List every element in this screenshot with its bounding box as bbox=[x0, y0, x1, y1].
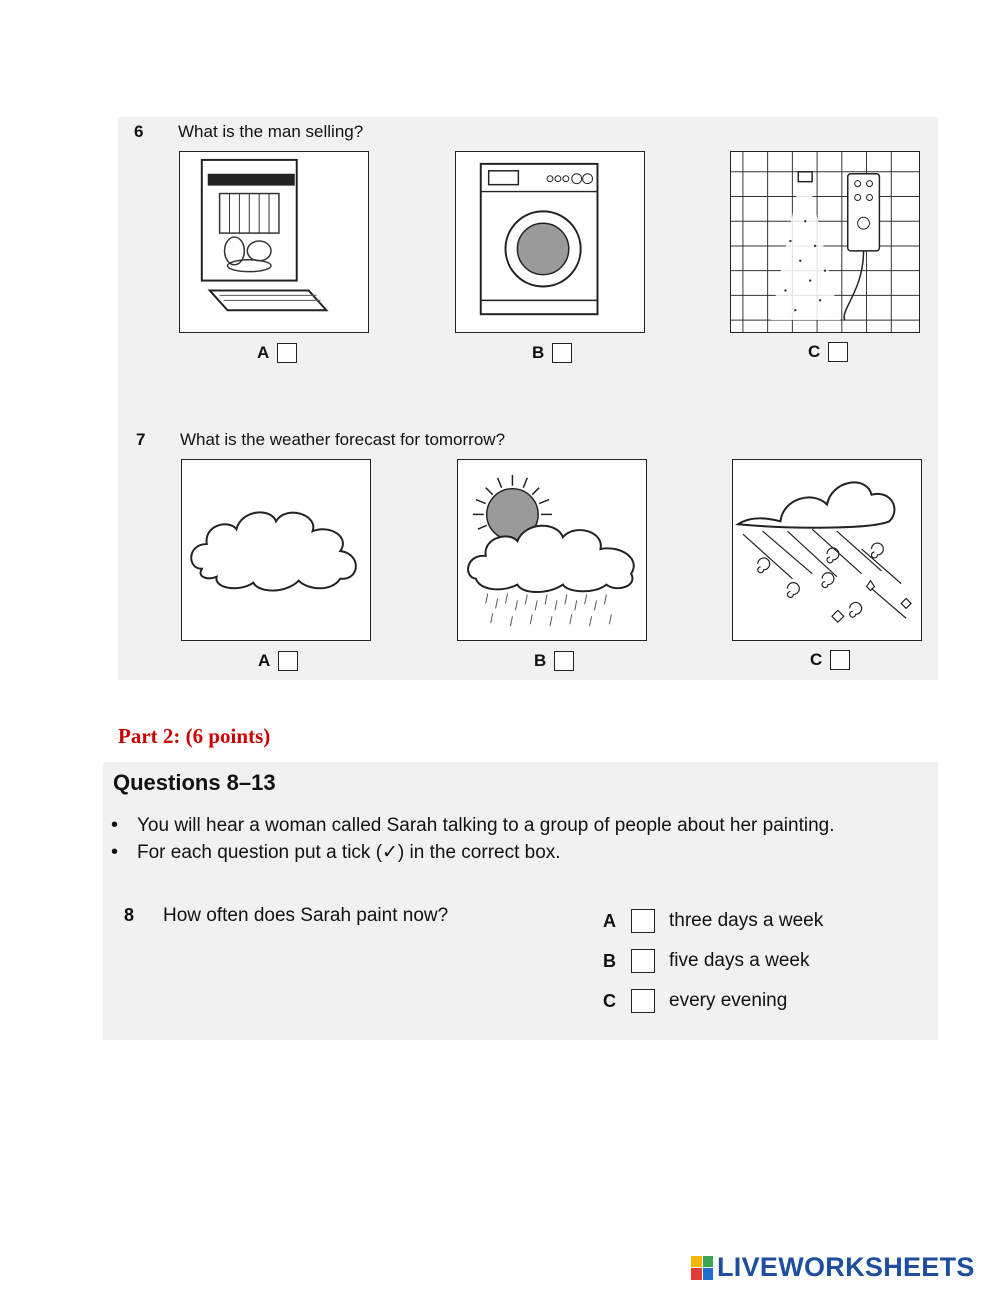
q6-option-a bbox=[257, 343, 297, 363]
q7-option-b bbox=[534, 651, 574, 671]
q8-answer-a-text: three days a week bbox=[669, 910, 824, 931]
question-6-text: What is the man selling? bbox=[178, 122, 364, 141]
wind-storm-image bbox=[732, 459, 922, 641]
q8-answer-b-letter: B bbox=[603, 950, 616, 971]
q7-option-c bbox=[810, 650, 850, 670]
q7-option-a-label: A bbox=[258, 651, 271, 670]
q6-option-a-label: A bbox=[257, 343, 270, 362]
dishwasher-icon bbox=[180, 152, 368, 332]
questions-8-13-panel bbox=[103, 762, 938, 1040]
question-8-text: How often does Sarah paint now? bbox=[163, 905, 449, 926]
q6-option-c-label: C bbox=[808, 342, 821, 361]
sun-cloud-rain-icon bbox=[458, 460, 646, 640]
q8-answer-a-letter: A bbox=[603, 910, 616, 931]
q6-option-a-checkbox[interactable] bbox=[277, 343, 297, 363]
q6-option-b bbox=[532, 343, 572, 363]
instruction-text: For each question put a tick (✓) in the correct box. bbox=[137, 842, 561, 863]
logo-square bbox=[691, 1268, 702, 1280]
listening-part1-panel bbox=[118, 117, 938, 680]
q7-option-b-checkbox[interactable] bbox=[554, 651, 574, 671]
instruction-item bbox=[111, 812, 835, 839]
instructions-list bbox=[111, 812, 835, 866]
q8-answer-b-text: five days a week bbox=[669, 950, 810, 971]
q7-option-c-checkbox[interactable] bbox=[830, 650, 850, 670]
liveworksheets-logo-text: LIVEWORKSHEETS bbox=[717, 1252, 975, 1282]
logo-square bbox=[703, 1268, 714, 1280]
q8-answer-b-checkbox[interactable] bbox=[631, 949, 655, 973]
q6-option-b-label: B bbox=[532, 343, 545, 362]
question-7-text: What is the weather forecast for tomorrow? bbox=[180, 430, 506, 449]
q6-option-c bbox=[808, 342, 848, 362]
washing-machine-icon bbox=[456, 152, 644, 332]
electric-shower-icon bbox=[731, 152, 919, 332]
q7-option-c-label: C bbox=[810, 650, 823, 669]
washing-machine-image bbox=[455, 151, 645, 333]
electric-shower-image bbox=[730, 151, 920, 333]
dishwasher-image bbox=[179, 151, 369, 333]
q6-option-b-checkbox[interactable] bbox=[552, 343, 572, 363]
q7-option-a bbox=[258, 651, 298, 671]
q7-option-b-label: B bbox=[534, 651, 547, 670]
question-7-number: 7 bbox=[136, 430, 146, 449]
q7-option-a-checkbox[interactable] bbox=[278, 651, 298, 671]
liveworksheets-logo[interactable] bbox=[691, 1252, 975, 1283]
wind-storm-icon bbox=[733, 460, 921, 640]
question-6-number: 6 bbox=[134, 122, 144, 141]
logo-square bbox=[703, 1256, 714, 1268]
q8-answer-c-text: every evening bbox=[669, 990, 788, 1011]
q8-answer-c bbox=[603, 989, 787, 1013]
cloud-image bbox=[181, 459, 371, 641]
q8-answer-a bbox=[603, 909, 823, 933]
instruction-item bbox=[111, 839, 835, 866]
logo-square bbox=[691, 1256, 702, 1268]
sun-cloud-rain-image bbox=[457, 459, 647, 641]
part-2-title: Part 2: (6 points) bbox=[118, 724, 271, 748]
liveworksheets-logo-icon bbox=[691, 1256, 713, 1280]
q8-answer-c-checkbox[interactable] bbox=[631, 989, 655, 1013]
questions-header: Questions 8–13 bbox=[113, 770, 276, 795]
q8-answer-b bbox=[603, 949, 809, 973]
question-8-number: 8 bbox=[124, 905, 135, 925]
cloud-icon bbox=[182, 460, 370, 640]
instruction-text: You will hear a woman called Sarah talking to a group of people about her painting. bbox=[137, 815, 835, 836]
q8-answer-c-letter: C bbox=[603, 990, 616, 1011]
q6-option-c-checkbox[interactable] bbox=[828, 342, 848, 362]
q8-answer-a-checkbox[interactable] bbox=[631, 909, 655, 933]
